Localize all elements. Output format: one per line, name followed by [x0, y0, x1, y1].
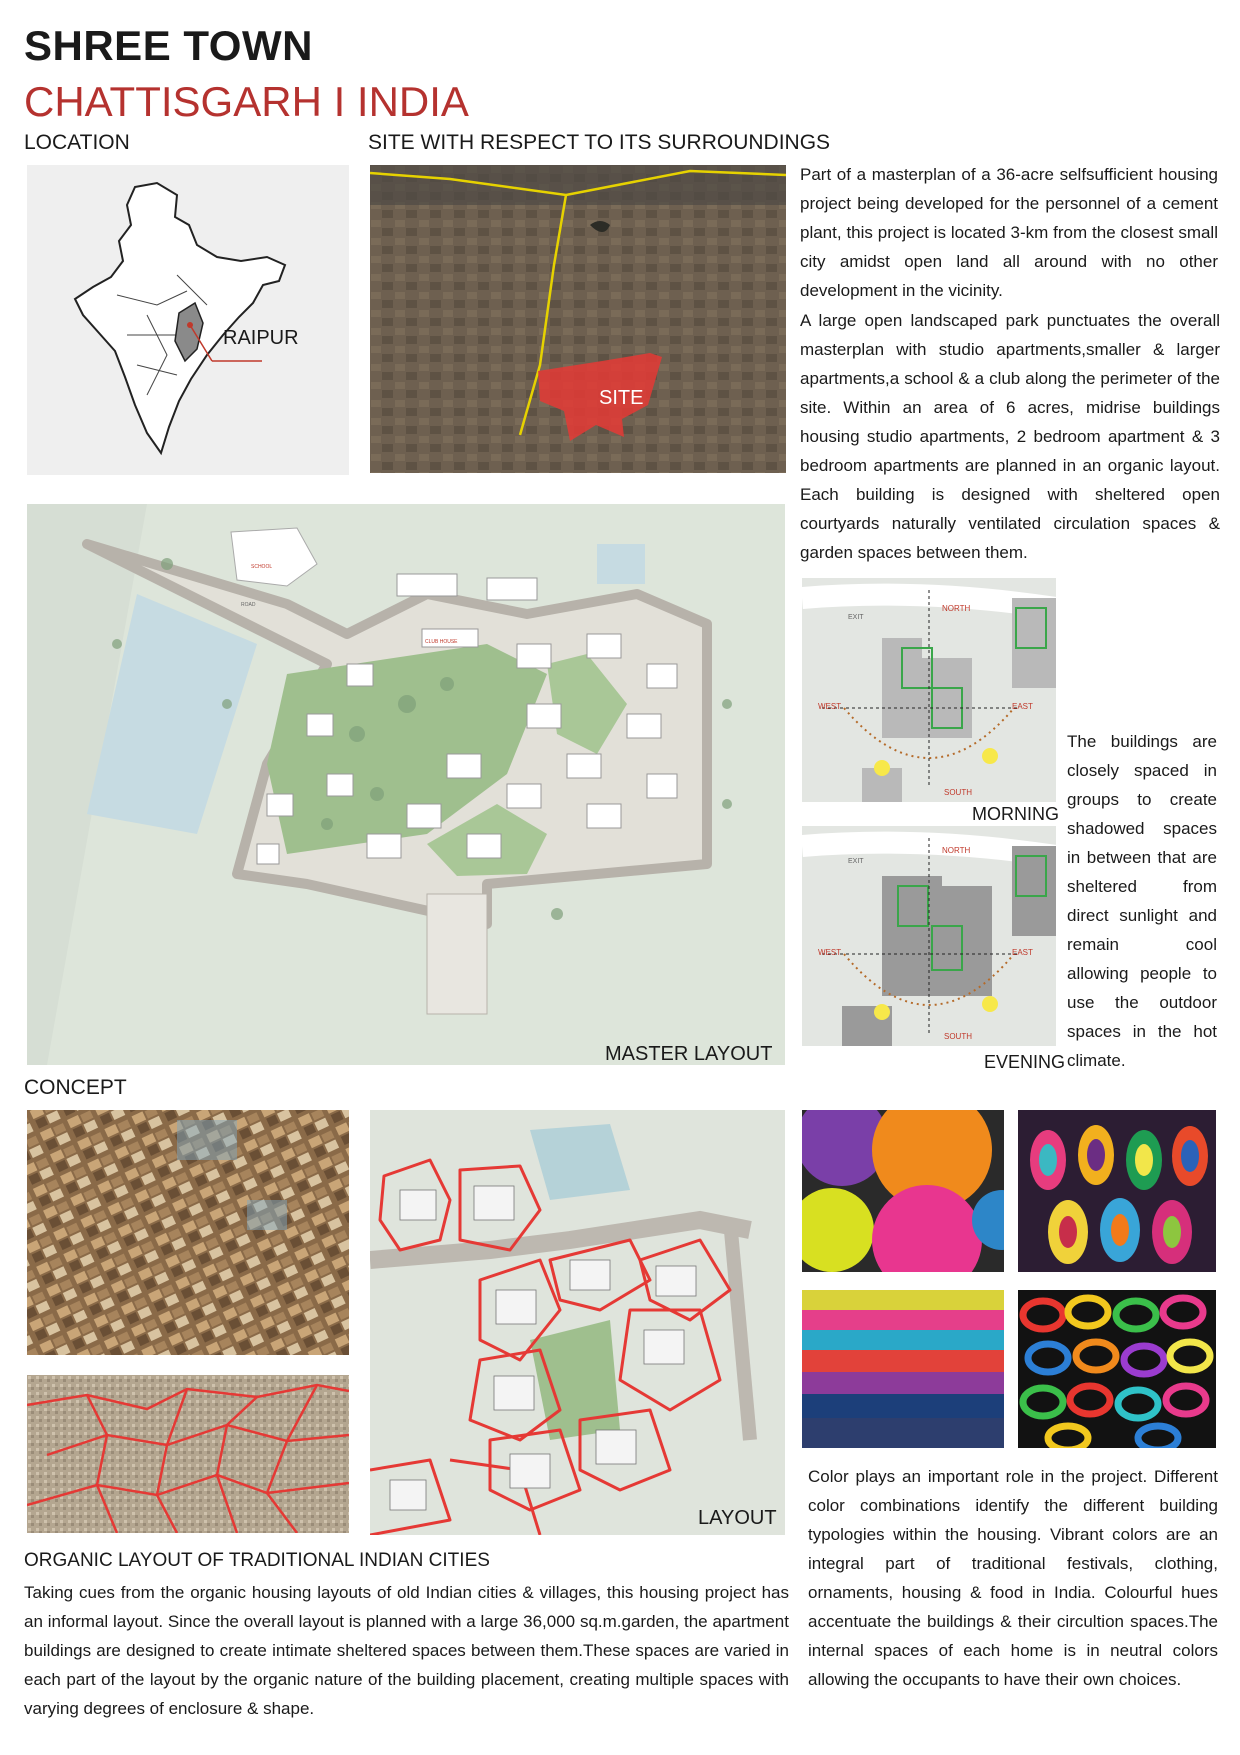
evening-caption: EVENING	[984, 1052, 1066, 1072]
organic-layout-heading: ORGANIC LAYOUT OF TRADITIONAL INDIAN CITIES	[24, 1550, 490, 1571]
morning-caption: MORNING	[972, 804, 1059, 824]
layout-caption: LAYOUT	[698, 1507, 777, 1529]
layout-plan	[370, 1110, 785, 1535]
south-label: SOUTH	[944, 788, 972, 797]
location-heading: LOCATION	[24, 131, 130, 154]
sun-evening-1	[874, 1004, 890, 1020]
road-label: ROAD	[241, 602, 256, 608]
exit-label: EXIT	[848, 614, 864, 621]
fabrics-photo	[802, 1290, 1004, 1448]
north-label: NORTH	[942, 846, 971, 855]
india-location-map	[27, 165, 349, 475]
west-label: WEST	[818, 702, 842, 711]
masterplan-description: A large open landscaped park punctuates the overall masterplan with studio apartments,smaller & larger apartments,a school & a club along the perimeter of the site. Within an area of 6 acres, midrise buildings housing studio apartments, 2 bedroom apartment & 3 bedroom apartments are planned in an organic layout. Each building is designed with sheltered open courtyards naturally ventilated circulation spaces & garden spaces between them.	[800, 311, 1220, 562]
south-label: SOUTH	[944, 1032, 972, 1041]
page-title: SHREE TOWN	[24, 22, 313, 69]
north-label: NORTH	[942, 604, 971, 613]
organic-layout-description: Taking cues from the organic housing layouts of old Indian cities & villages, this housing project has an informal layout. Since the overall layout is planned with a large 36,000 sq.m.garden, the apartment buildings are designed to create intimate sheltered spaces between them.These spaces are varied in each part of the layout by the organic nature of the building placement, creating multiple spaces with varying degrees of enclosure & shape.	[24, 1583, 789, 1718]
bangles-photo	[1018, 1290, 1216, 1448]
raipur-label: RAIPUR	[223, 327, 299, 349]
sun-diagram-evening	[802, 826, 1056, 1046]
sun-morning-1	[874, 760, 890, 776]
old-city-layout-map	[27, 1375, 349, 1533]
concept-heading: CONCEPT	[24, 1076, 127, 1099]
colored-powder-photo	[802, 1110, 1004, 1272]
site-heading: SITE WITH RESPECT TO ITS SURROUNDINGS	[368, 131, 831, 154]
east-label: EAST	[1012, 702, 1033, 711]
exit-label: EXIT	[848, 858, 864, 865]
old-city-aerial-photo	[27, 1110, 349, 1355]
club-house-label: CLUB HOUSE	[425, 639, 458, 645]
master-layout-plan	[27, 504, 785, 1065]
east-label: EAST	[1012, 948, 1033, 957]
page-subtitle: CHATTISGARH I INDIA	[24, 78, 469, 125]
site-aerial-map	[370, 165, 786, 473]
west-label: WEST	[818, 948, 842, 957]
site-label: SITE	[599, 387, 644, 409]
sun-morning-2	[982, 748, 998, 764]
sun-evening-2	[982, 996, 998, 1012]
sun-diagram-morning	[802, 578, 1056, 802]
project-description: Part of a masterplan of a 36-acre selfsufficient housing project being developed for the personnel of a cement plant, this project is located 3-km from the closest small city amidst open land all around with no other development in the vicinity.	[800, 165, 1218, 300]
ornaments-photo	[1018, 1110, 1216, 1272]
master-layout-caption: MASTER LAYOUT	[605, 1043, 773, 1065]
sunlight-description: The buildings are closely spaced in groups to create shadowed spaces in between that are sheltered from direct sunlight and remain cool allowing people to use the outdoor spaces in the hot climate.	[1067, 732, 1217, 1070]
color-description: Color plays an important role in the project. Different color combinations identify the different building typologies within the housing. Vibrant colors are an integral part of traditional festivals, clothing, ornaments, housing & food in India. Colourful hues accentuate the buildings & their circultion spaces.The internal spaces of each home is in neutral colors allowing the occupants to have their own choices.	[808, 1467, 1218, 1689]
school-label: SCHOOL	[251, 564, 273, 570]
